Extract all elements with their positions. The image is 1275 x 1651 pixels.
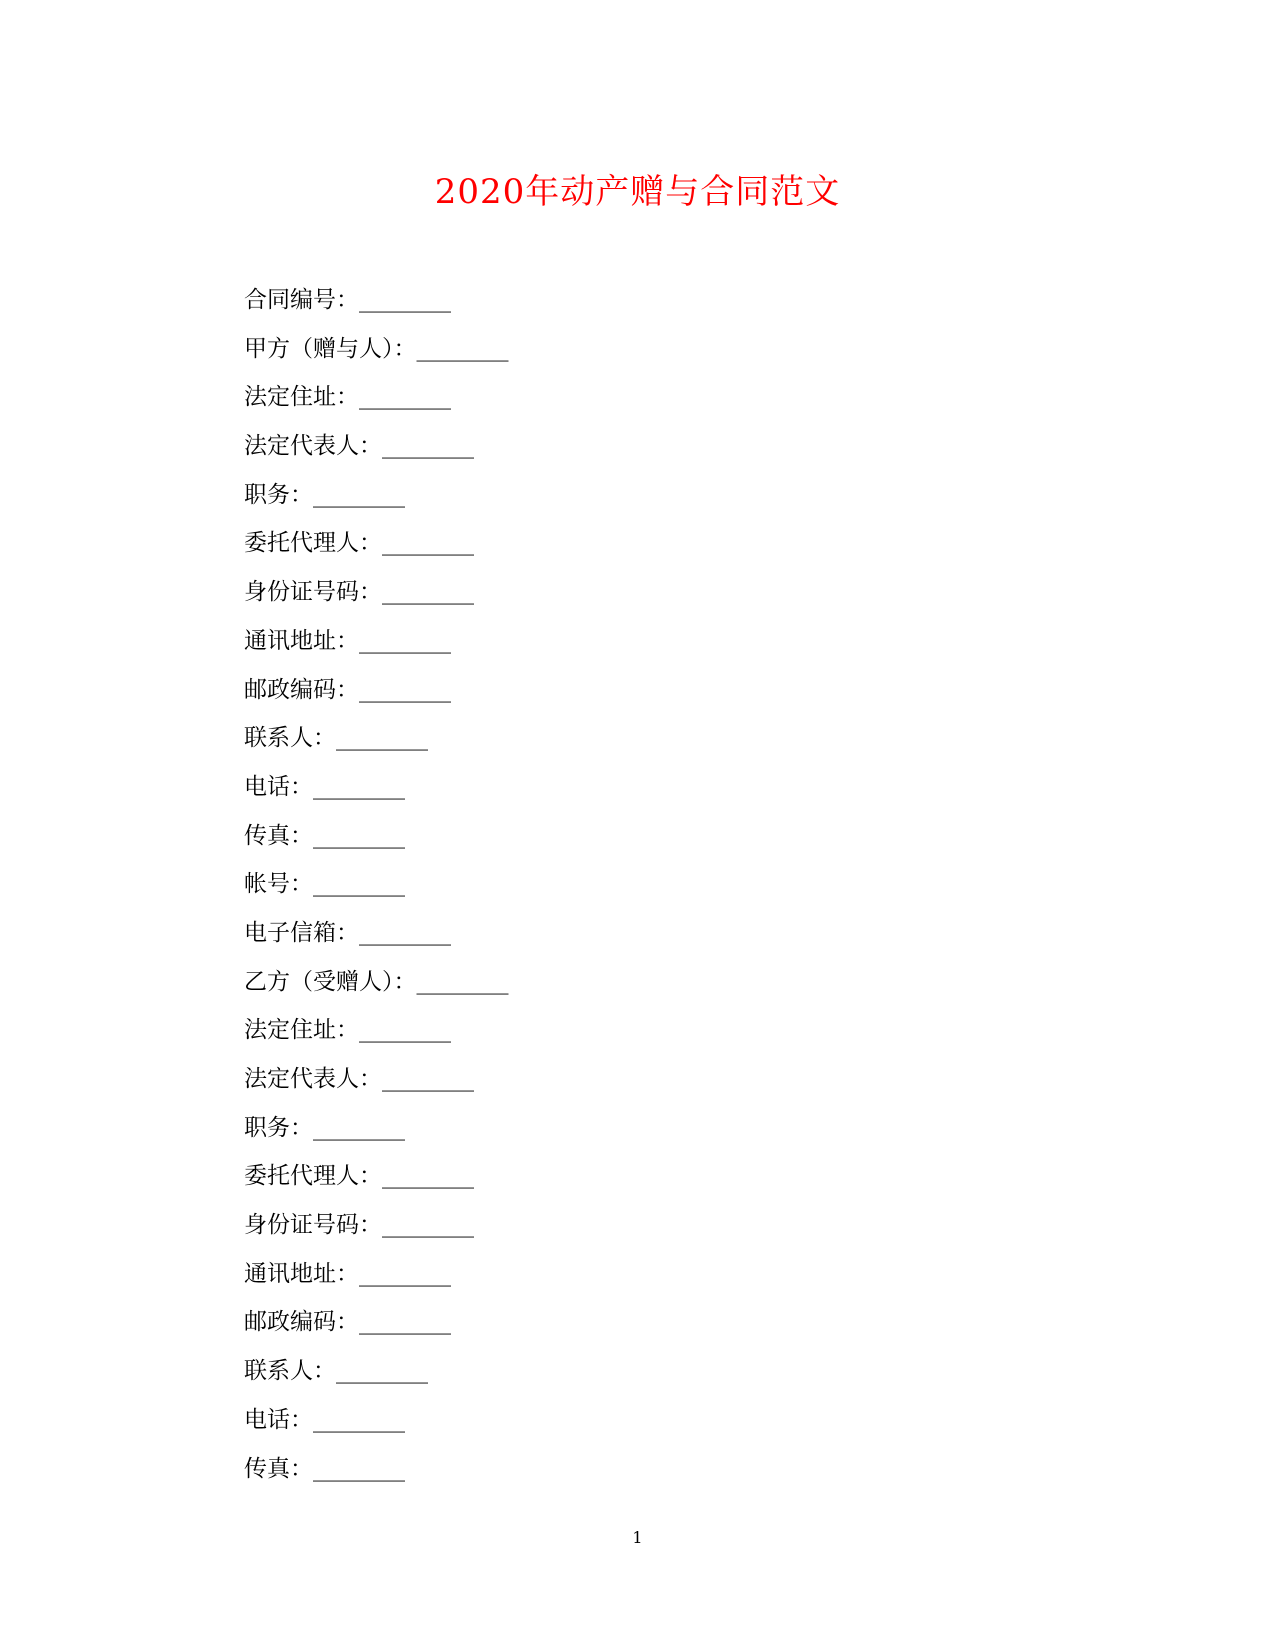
field-party-a: 甲方（赠与人）：________ [244,335,509,362]
field-contract-number: 合同编号：________ [244,287,451,313]
field-party-b-phone: 电话：________ [244,1406,405,1433]
field-party-b-address: 法定住址：________ [244,1017,451,1044]
field-party-a-email: 电子信箱：________ [244,919,451,946]
field-party-a-position: 职务：________ [244,481,405,508]
field-party-b-mailing-address: 通讯地址：________ [244,1260,451,1287]
field-party-a-mailing-address: 通讯地址：________ [244,627,451,654]
field-party-b-agent: 委托代理人：________ [244,1163,474,1190]
field-party-a-account: 帐号：________ [244,871,405,898]
field-party-a-agent: 委托代理人：________ [244,530,474,557]
field-party-b-position: 职务：________ [244,1114,405,1141]
field-party-a-address: 法定住址：________ [244,384,451,411]
field-party-b-fax: 传真：________ [244,1455,405,1482]
field-party-b-id-number: 身份证号码：________ [244,1212,474,1239]
field-party-b: 乙方（受赠人）：________ [244,968,509,995]
field-party-b-legal-rep: 法定代表人：________ [244,1066,474,1092]
field-party-a-phone: 电话：________ [244,773,405,800]
field-party-b-contact: 联系人：________ [244,1358,428,1385]
field-party-a-contact: 联系人：________ [244,725,428,752]
field-party-a-fax: 传真：________ [244,822,405,849]
contract-fields [244,276,509,1493]
document-title: 2020年动产赠与合同范文 [434,172,841,212]
field-party-b-postal-code: 邮政编码：________ [244,1309,451,1336]
field-party-a-legal-rep: 法定代表人：________ [244,433,474,460]
field-party-a-postal-code: 邮政编码：________ [244,676,451,703]
field-party-a-id-number: 身份证号码：________ [244,579,474,606]
page-number: 1 [632,1528,643,1547]
